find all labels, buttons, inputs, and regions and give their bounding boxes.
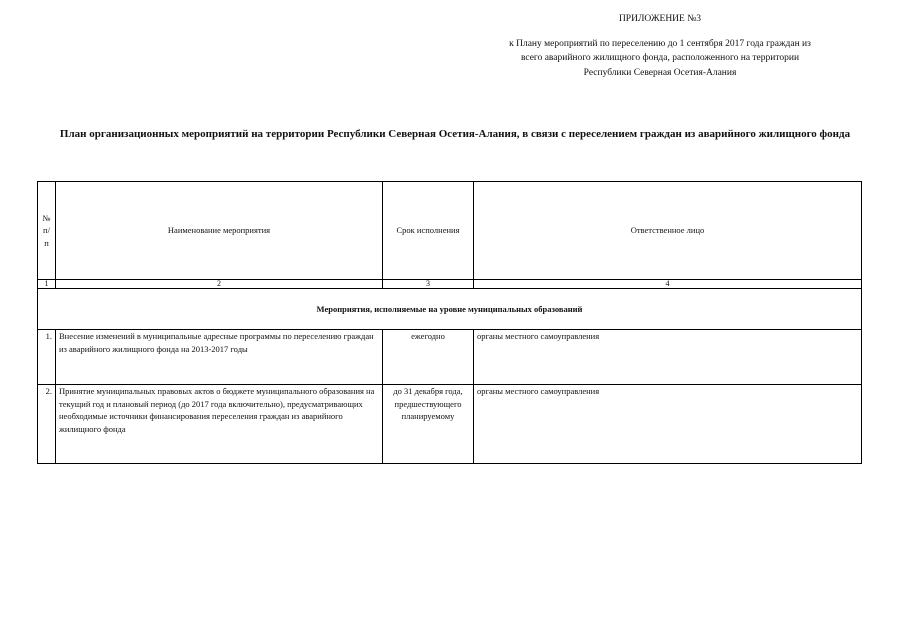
header-num: № п/п bbox=[38, 182, 56, 280]
row-name: Принятие муниципальных правовых актов о бюджете муниципального образования на текущий год и плановый период (до 2017 года включительно), предусматривающих необходимые источники финансирования переселения граждан из аварийного жилищного фонда bbox=[56, 385, 383, 464]
row-num: 1. bbox=[38, 330, 56, 385]
column-index-row bbox=[38, 280, 862, 289]
column-index: 2 bbox=[56, 280, 383, 289]
row-responsible: органы местного самоуправления bbox=[474, 330, 862, 385]
row-name: Внесение изменений в муниципальные адресные программы по переселению граждан из аварийного жилищного фонда на 2013-2017 годы bbox=[56, 330, 383, 385]
table-row bbox=[38, 330, 862, 385]
appendix-title: ПРИЛОЖЕНИЕ №3 bbox=[618, 14, 702, 24]
appendix-line: Республики Северная Осетия-Алания bbox=[583, 67, 737, 78]
section-title: Мероприятия, исполняемые на уровне муниципальных образований bbox=[38, 289, 862, 330]
header-responsible: Ответственное лицо bbox=[474, 182, 862, 280]
row-term: до 31 декабря года, предшествующего планируемому bbox=[383, 385, 474, 464]
document-title: План организационных мероприятий на территории Республики Северная Осетия-Алания, в связи с переселением граждан из аварийного жилищного фонда bbox=[59, 128, 851, 140]
row-responsible: органы местного самоуправления bbox=[474, 385, 862, 464]
table-row bbox=[38, 385, 862, 464]
column-index: 3 bbox=[383, 280, 474, 289]
row-term: ежегодно bbox=[383, 330, 474, 385]
appendix-block bbox=[480, 12, 840, 80]
column-index: 4 bbox=[474, 280, 862, 289]
header-term: Срок исполнения bbox=[383, 182, 474, 280]
appendix-line: всего аварийного жилищного фонда, расположенного на территории bbox=[520, 53, 800, 63]
table-header-row bbox=[38, 182, 862, 280]
column-index: 1 bbox=[38, 280, 56, 289]
row-num: 2. bbox=[38, 385, 56, 464]
section-row bbox=[38, 289, 862, 330]
plan-table bbox=[37, 181, 862, 464]
appendix-line: к Плану мероприятий по переселению до 1 сентября 2017 года граждан из bbox=[509, 38, 811, 49]
header-name: Наименование мероприятия bbox=[56, 182, 383, 280]
